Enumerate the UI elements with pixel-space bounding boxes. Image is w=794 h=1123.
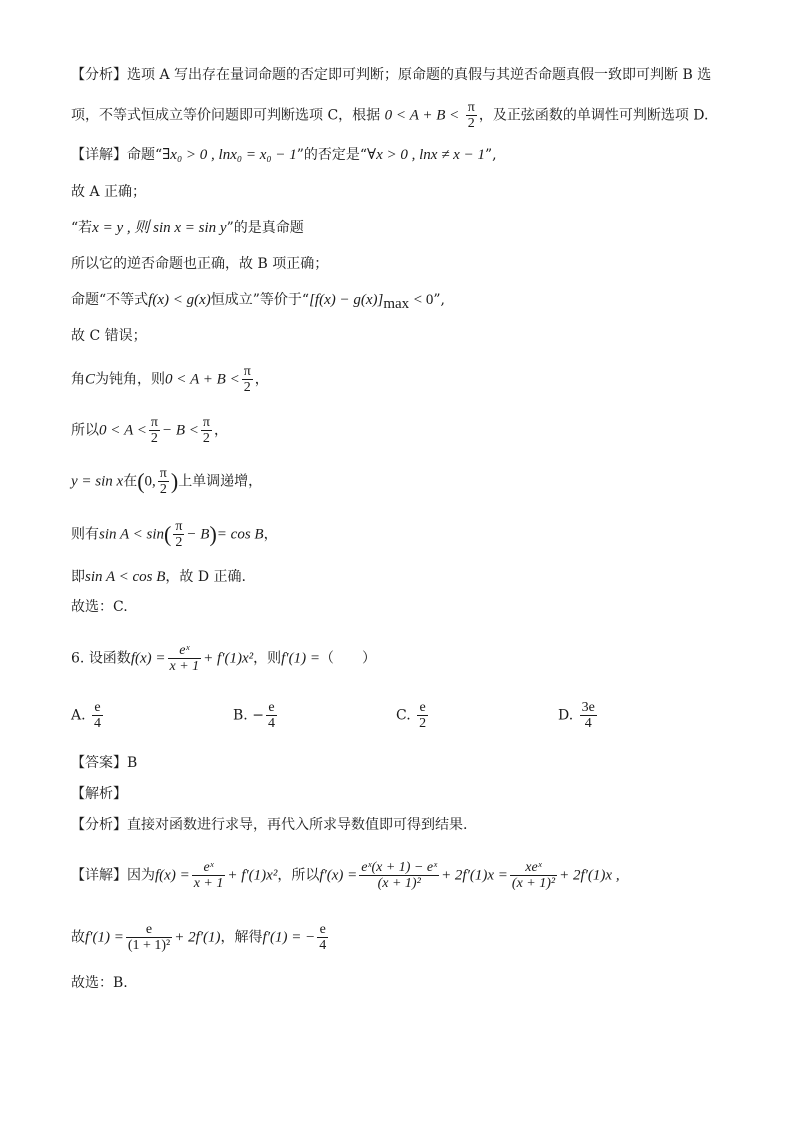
math-expr: f′(1) = − [262, 929, 316, 946]
question-6-stem [71, 643, 376, 674]
fraction-pi-over-2 [466, 100, 477, 131]
option-fraction [417, 700, 428, 731]
denominator: (x + 1)² [359, 875, 439, 891]
text: 为钝角，则 [95, 371, 166, 388]
denominator: 2 [149, 430, 160, 446]
detail-line-7: 角C为钝角，则0 < A + B < $\frac{\pi}{2}$ ， [71, 364, 269, 395]
text: 即 [71, 569, 85, 585]
text: 故 C 错误； [71, 328, 147, 344]
option-label: A. [71, 707, 86, 724]
subscript-max: max [383, 295, 410, 312]
denominator: 4 [94, 716, 102, 731]
fraction [510, 860, 557, 891]
math-expr: f′(1) = [281, 650, 320, 667]
math-expr: − B < [161, 422, 199, 439]
detail-line-10: 则有sin A < sin( $\frac{\pi}{2}$ − B)= cos B， [71, 519, 278, 550]
math-expr: f(x) < g(x) [148, 292, 211, 308]
denominator: 4 [580, 715, 597, 731]
analysis-tag: 【分析】 [71, 67, 127, 83]
denominator: x + 1 [193, 876, 224, 891]
fraction [168, 643, 202, 674]
math-expr: + 2f′(1)x = [441, 867, 508, 884]
text: 故 A 正确； [71, 184, 147, 200]
numerator: π [150, 415, 158, 430]
fraction [317, 922, 328, 953]
math-expr: sin A < cos B [85, 569, 166, 585]
analysis-text: 项，不等式恒成立等价问题即可判断选项 C，根据 [71, 107, 381, 124]
math-expr: f(x) = [155, 867, 190, 884]
denominator: 2 [419, 716, 427, 731]
detail-2-end [71, 973, 128, 993]
option-label: B. [233, 707, 248, 724]
text: 因为 [127, 867, 155, 884]
option-label: D. [558, 707, 574, 724]
text: 故 [71, 929, 85, 946]
analysis-line-1 [71, 65, 711, 85]
answer-value: B [127, 755, 138, 771]
numerator: eˣ [179, 643, 190, 658]
text: 命题“ [127, 147, 163, 163]
denominator: 2 [466, 115, 477, 131]
detail-line-5 [71, 290, 445, 314]
option-fraction [580, 700, 597, 731]
denominator: 2 [158, 481, 169, 497]
denominator: (1 + 1)² [127, 938, 171, 953]
math-expr: 0 < A + B < [165, 371, 240, 388]
numerator: π [467, 100, 475, 115]
text: 设函数 [88, 650, 131, 667]
solution-tag: 【解析】 [71, 786, 127, 802]
text: ，解得 [220, 929, 263, 946]
analysis-tag: 【分析】 [71, 817, 127, 833]
text: （ ） [319, 650, 376, 667]
text: 上单调递增， [178, 473, 263, 490]
text: ”的是真命题 [226, 220, 304, 236]
fraction-pi-over-2 [173, 519, 184, 550]
math-expr: y = sin x [71, 473, 124, 490]
text: ，故 D 正确. [165, 569, 246, 585]
detail-line-8: 所以0 < A < $\frac{\pi}{2}$ − B < $\frac{\pi}{2}$ ， [71, 415, 228, 446]
fraction-pi-over-2 [149, 415, 160, 446]
detail-tag: 【详解】 [71, 867, 127, 884]
analysis-text: 直接对函数进行求导，再代入所求导数值即可得到结果. [127, 817, 468, 833]
text: 故选：C. [71, 599, 128, 615]
math-expr: + f′(1)x² [227, 867, 278, 884]
text: 则有 [71, 526, 99, 543]
text: ”的否定是“ [296, 147, 368, 163]
option-fraction [92, 700, 103, 731]
math-expr: f(x) = [130, 650, 166, 667]
numerator: xeˣ [525, 860, 542, 875]
math-expr: sin A < sin [99, 526, 165, 543]
fraction [126, 922, 172, 953]
math-expr: f′(x) = [319, 867, 358, 884]
detail-line-12 [71, 597, 128, 617]
math-expr: f′(1) = [85, 929, 124, 946]
text: 所以 [71, 422, 99, 439]
right-paren: ) [209, 521, 217, 547]
option-prefix: − [252, 707, 264, 724]
math-expr: ∃x₀ > 0 , lnx₀ = x₀ − 1 [162, 147, 297, 163]
text: “若 [71, 220, 93, 236]
numerator: eˣ(x + 1) − eˣ [361, 860, 438, 875]
math-expr: + 2f′(1)x , [559, 867, 620, 884]
analysis-text: 选项 A 写出存在量词命题的否定即可判断；原命题的真假与其逆否命题真假一致即可判断 B 选 [127, 67, 712, 83]
text: ”, [433, 292, 445, 308]
fraction-pi-over-2 [242, 364, 253, 395]
option-fraction [266, 700, 277, 731]
analysis-2-line [71, 815, 467, 835]
detail-line-2 [71, 182, 146, 202]
math-expr: [f(x) − g(x)] [309, 292, 384, 308]
analysis-text: ，及正弦函数的单调性可判断选项 D. [478, 107, 709, 124]
math-expr: = cos B [216, 526, 264, 543]
text: 在 [123, 473, 138, 490]
text: 角 [71, 371, 85, 388]
numerator: e [419, 700, 426, 715]
analysis-line-2 [71, 100, 708, 131]
left-paren: ( [137, 468, 145, 494]
detail-line-3 [71, 218, 304, 238]
math-var: C [85, 371, 96, 388]
detail-2-line-2 [71, 922, 330, 953]
math-expr: − B [186, 526, 210, 543]
detail-line-6 [71, 326, 147, 346]
math-expr: + 2f′(1) [174, 929, 221, 946]
math-expr: ∀x > 0 , lnx ≠ x − 1 [367, 147, 485, 163]
fraction-pi-over-2 [201, 415, 212, 446]
text: ，则 [253, 650, 282, 667]
denominator: 4 [319, 938, 327, 953]
text: ”, [484, 147, 497, 163]
option-d [558, 700, 599, 731]
numerator: π [175, 519, 183, 534]
denominator: 2 [242, 379, 253, 395]
math-expr: x = y , 则 sin x = sin y [92, 220, 227, 236]
numerator: e [145, 922, 153, 937]
fraction [359, 860, 439, 891]
fraction-pi-over-2 [158, 466, 169, 497]
numerator: π [202, 415, 210, 430]
numerator: e [268, 700, 275, 715]
question-number: 6. [71, 650, 85, 667]
math-inequality: 0 < A + B < [384, 107, 460, 124]
answer-tag: 【答案】 [71, 755, 127, 771]
text: 所以它的逆否命题也正确，故 B 项正确； [71, 256, 329, 272]
math-expr: 0 < A < [99, 422, 147, 439]
option-label: C. [396, 707, 411, 724]
denominator: 4 [267, 716, 275, 731]
denominator: 2 [173, 534, 184, 550]
denominator: 2 [201, 430, 212, 446]
numerator: π [159, 466, 167, 481]
numerator: e [319, 922, 326, 937]
text: 命题“不等式 [71, 292, 149, 308]
option-a [71, 700, 105, 731]
text: 恒成立”等价于“ [210, 292, 310, 308]
detail-line-9 [71, 466, 262, 497]
text: ，所以 [277, 867, 320, 884]
math-expr: 0, [144, 473, 156, 490]
solution-line [71, 784, 127, 804]
numerator: π [243, 364, 251, 379]
right-paren: ) [170, 468, 179, 494]
detail-line-4 [71, 254, 328, 274]
detail-line-1 [71, 145, 497, 165]
denominator: x + 1 [169, 659, 200, 674]
fraction [192, 860, 226, 891]
math-expr: + f′(1)x² [203, 650, 254, 667]
numerator: e [94, 700, 101, 715]
numerator: 3e [581, 700, 595, 715]
numerator: eˣ [203, 860, 214, 875]
answer-line [71, 753, 137, 773]
left-paren: ( [164, 521, 172, 547]
math-expr: < 0 [413, 292, 434, 308]
detail-2-line-1 [71, 860, 620, 891]
option-c [396, 700, 430, 731]
detail-tag: 【详解】 [71, 147, 127, 163]
text: 故选：B. [71, 975, 128, 991]
detail-line-11 [71, 567, 246, 587]
denominator: (x + 1)² [511, 876, 556, 891]
option-b [233, 700, 279, 731]
